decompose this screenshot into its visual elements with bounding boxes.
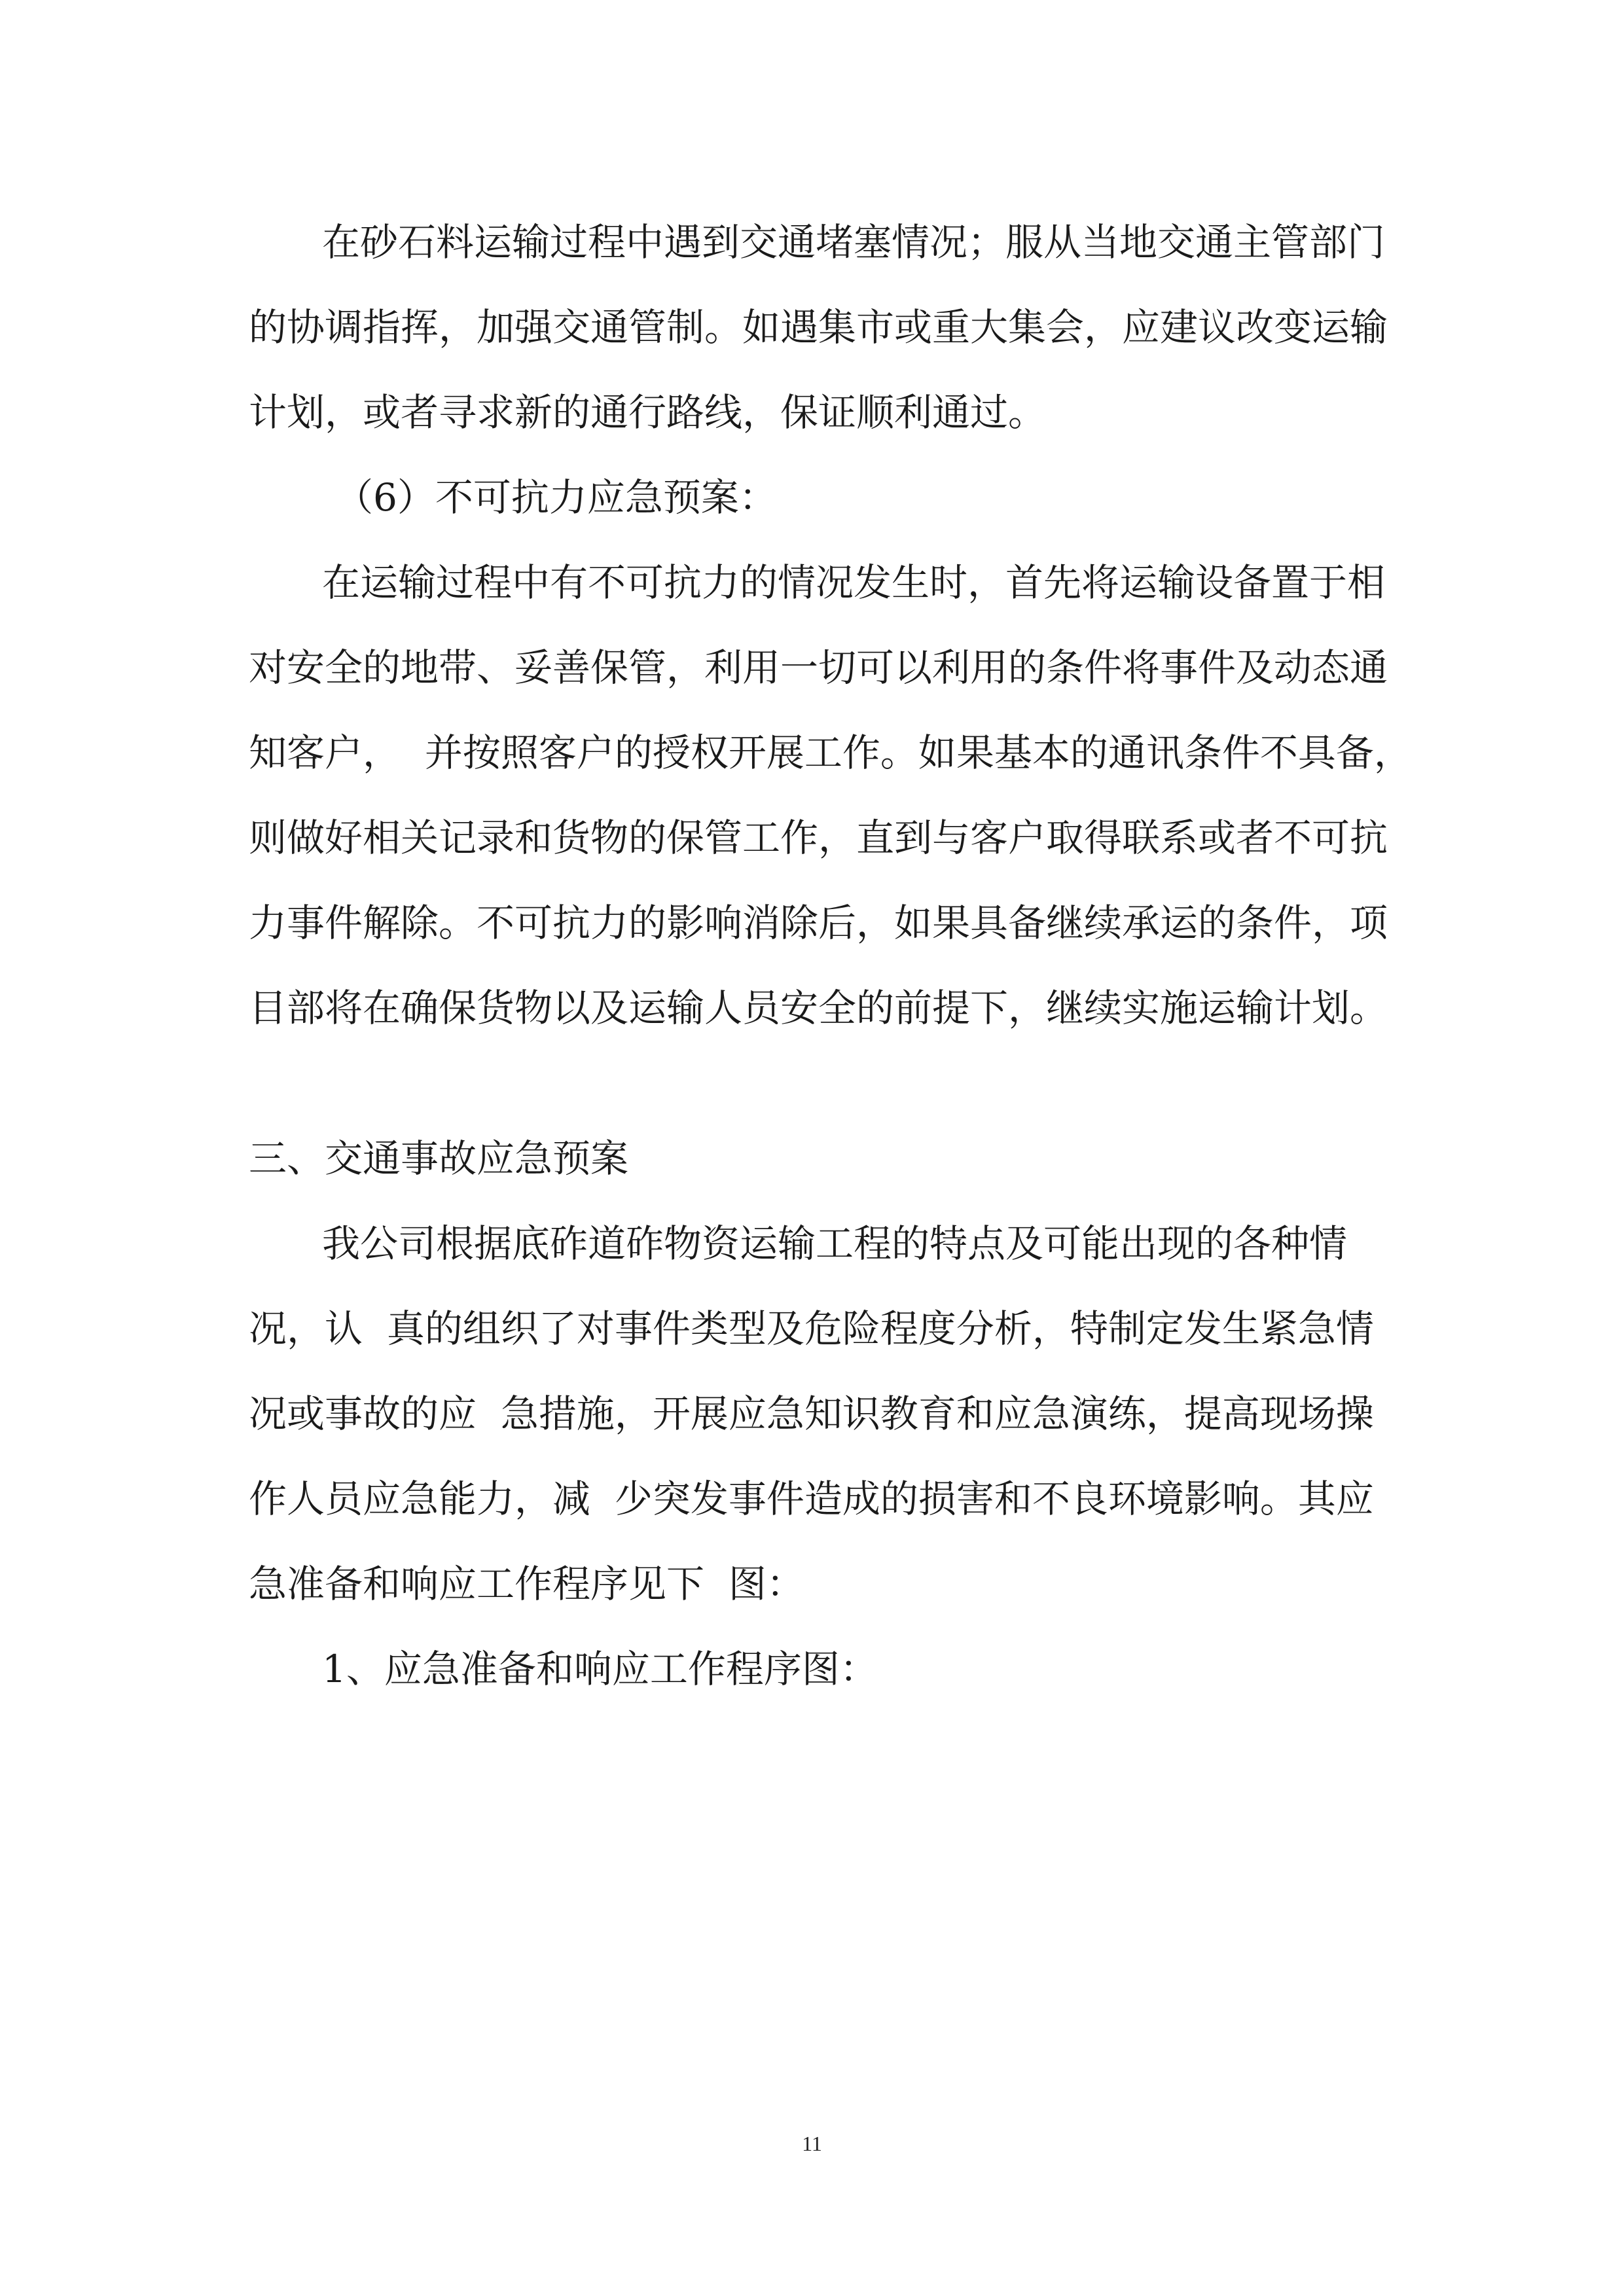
paragraph-3-line-2: 况，认 真的组织了对事件类型及危险程度分析，特制定发生紧急情 [249, 1306, 1374, 1351]
paragraph-3-line-1: 我公司根据底砟道砟物资运输工程的特点及可能出现的各种情 [322, 1221, 1348, 1266]
paragraph-2-line-4: 则做好相关记录和货物的保管工作，直到与客户取得联系或者不可抗 [249, 816, 1388, 860]
paragraph-1-line-3: 计划，或者寻求新的通行路线，保证顺利通过。 [249, 390, 1047, 435]
paragraph-3-line-3: 况或事故的应 急措施，开展应急知识教育和应急演练，提高现场操 [249, 1391, 1374, 1436]
paragraph-1-line-1: 在砂石料运输过程中遇到交通堵塞情况；服从当地交通主管部门 [322, 220, 1386, 264]
page-number: 11 [802, 2132, 822, 2155]
paragraph-2-line-6: 目部将在确保货物以及运输人员安全的前提下，继续实施运输计划。 [249, 986, 1388, 1030]
figure-caption: 1、应急准备和响应工作程序图： [322, 1647, 878, 1691]
paragraph-2-line-3: 知客户， 并按照客户的授权开展工作。如果基本的通讯条件不具备， [249, 730, 1412, 775]
paragraph-3-line-4: 作人员应急能力，减 少突发事件造成的损害和不良环境影响。其应 [249, 1477, 1374, 1521]
paragraph-2-line-2: 对安全的地带、妥善保管，利用一切可以利用的条件将事件及动态通 [249, 645, 1388, 690]
paragraph-2-line-1: 在运输过程中有不可抗力的情况发生时，首先将运输设备置于相 [322, 560, 1386, 605]
paragraph-2-line-5: 力事件解除。不可抗力的影响消除后，如果具备继续承运的条件，项 [249, 901, 1388, 945]
paragraph-1-line-2: 的协调指挥，加强交通管制。如遇集市或重大集会，应建议改变运输 [249, 305, 1388, 350]
paragraph-3-line-5: 急准备和响应工作程序见下 图： [249, 1562, 804, 1606]
section-heading: 三、交通事故应急预案 [249, 1136, 629, 1181]
subheading-force-majeure: （6）不可抗力应急预案： [335, 475, 777, 520]
